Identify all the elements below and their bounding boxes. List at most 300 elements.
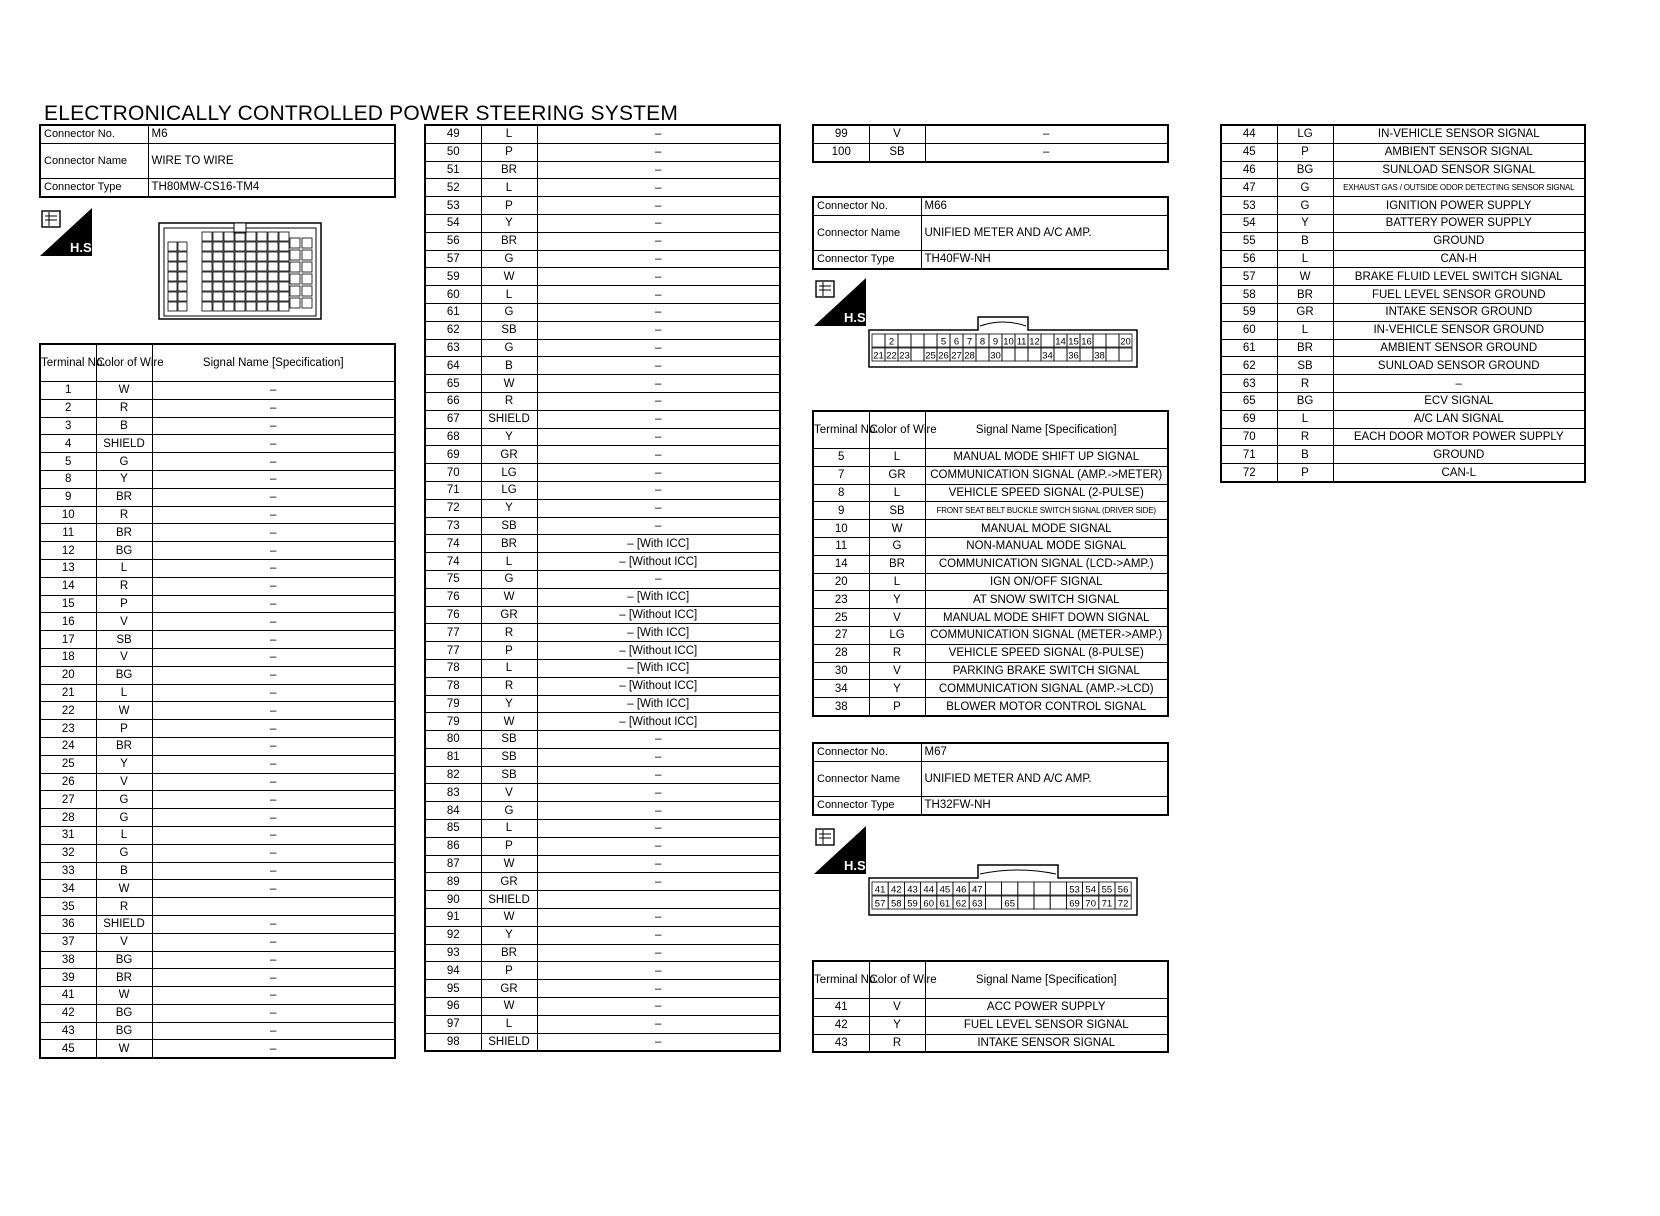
- table-row: [425, 748, 780, 766]
- pin-label: 7: [966, 336, 973, 348]
- terminal-no-header: Terminal No.: [40, 344, 96, 382]
- signal-name-cell: –: [537, 214, 780, 232]
- terminal-no-cell: 75: [425, 570, 481, 588]
- table-row: [40, 1022, 395, 1040]
- signal-name-cell: –: [537, 784, 780, 802]
- terminal-no-cell: 50: [425, 143, 481, 161]
- pin-cavity: [1106, 348, 1119, 361]
- terminal-no-cell: 24: [40, 737, 96, 755]
- signal-name-cell: –: [1333, 375, 1585, 393]
- signal-name-cell: PARKING BRAKE SWITCH SIGNAL: [925, 662, 1168, 680]
- wire-color-cell: G: [481, 570, 537, 588]
- terminal-no-cell: 78: [425, 677, 481, 695]
- pin-label: 41: [874, 884, 886, 896]
- wire-color-cell: L: [481, 286, 537, 304]
- terminal-no-cell: 63: [1221, 375, 1277, 393]
- wire-color-cell: Y: [869, 591, 925, 609]
- terminal-no-cell: 5: [813, 449, 869, 467]
- signal-name-cell: –: [152, 488, 395, 506]
- table-row: [40, 898, 395, 916]
- m67-terminal-table: [812, 960, 1169, 1053]
- signal-name-cell: –: [152, 880, 395, 898]
- wire-color-cell: BG: [96, 951, 152, 969]
- wire-color-cell: P: [481, 143, 537, 161]
- wire-color-cell: B: [96, 417, 152, 435]
- terminal-no-cell: 62: [425, 321, 481, 339]
- pin-label: 60: [923, 898, 934, 910]
- signal-name-cell: –: [537, 873, 780, 891]
- wire-color-cell: V: [96, 933, 152, 951]
- signal-name-cell: MANUAL MODE SIGNAL: [925, 520, 1168, 538]
- wire-color-cell: Y: [481, 214, 537, 232]
- table-row: [40, 1040, 395, 1058]
- table-row: [425, 143, 780, 161]
- wire-color-cell: W: [481, 375, 537, 393]
- pin-label: 42: [891, 884, 902, 896]
- pin-label: 26: [938, 350, 949, 362]
- pin-label: 53: [1069, 884, 1080, 896]
- terminal-no-cell: 35: [40, 898, 96, 916]
- signal-name-cell: A/C LAN SIGNAL: [1333, 410, 1585, 428]
- pin-label: 58: [891, 898, 902, 910]
- table-row: [813, 591, 1168, 609]
- terminal-no-cell: 55: [1221, 232, 1277, 250]
- table-row: [425, 909, 780, 927]
- pin-label: 45: [939, 884, 951, 896]
- table-row: [40, 791, 395, 809]
- table-row: [40, 577, 395, 595]
- signal-name-cell: IGN ON/OFF SIGNAL: [925, 573, 1168, 591]
- signal-name-cell: –: [537, 944, 780, 962]
- wire-color-cell: B: [1277, 446, 1333, 464]
- wire-color-cell: V: [96, 773, 152, 791]
- pin-label: 10: [1003, 336, 1014, 348]
- terminal-no-cell: 38: [813, 698, 869, 716]
- pin-cavity: [1018, 882, 1034, 895]
- m66-info-column: [812, 196, 1169, 270]
- wire-color-cell: GR: [481, 446, 537, 464]
- signal-name-cell: –: [537, 375, 780, 393]
- wire-color-cell: BR: [96, 969, 152, 987]
- terminal-no-header: Terminal No.: [813, 961, 869, 999]
- wire-color-cell: BG: [96, 666, 152, 684]
- pin-label: 14: [1055, 336, 1066, 348]
- wire-color-cell: L: [869, 573, 925, 591]
- pin-label: 2: [888, 336, 895, 348]
- wire-color-cell: L: [869, 449, 925, 467]
- wire-color-cell: SB: [481, 517, 537, 535]
- m67-terminal-column: [812, 960, 1169, 1053]
- signal-name-cell: – [Without ICC]: [537, 713, 780, 731]
- wire-color-cell: W: [96, 880, 152, 898]
- wire-color-cell: V: [869, 609, 925, 627]
- signal-name-cell: –: [152, 826, 395, 844]
- table-row: [40, 470, 395, 488]
- terminal-no-cell: 20: [813, 573, 869, 591]
- m67-info-table: [812, 742, 1169, 816]
- connector-type-label: Connector Type: [813, 796, 921, 814]
- signal-name-cell: –: [537, 321, 780, 339]
- pin-label: 54: [1085, 884, 1096, 896]
- wire-color-cell: SHIELD: [481, 410, 537, 428]
- signal-name-cell: GROUND: [1333, 446, 1585, 464]
- table-row: [1221, 179, 1585, 197]
- terminal-no-cell: 37: [40, 933, 96, 951]
- wire-color-cell: SHIELD: [481, 891, 537, 909]
- table-row: [1221, 375, 1585, 393]
- signal-name-cell: AMBIENT SENSOR SIGNAL: [1333, 143, 1585, 161]
- pin-label: 23: [899, 350, 910, 362]
- wire-color-cell: L: [481, 659, 537, 677]
- table-row: [425, 410, 780, 428]
- table-row: [40, 844, 395, 862]
- terminal-no-cell: 42: [813, 1016, 869, 1034]
- pin-label: 20: [1120, 336, 1131, 348]
- table-row: [813, 466, 1168, 484]
- wire-color-cell: W: [96, 1040, 152, 1058]
- pin-label: 15: [1068, 336, 1079, 348]
- signal-name-cell: COMMUNICATION SIGNAL (LCD->AMP.): [925, 555, 1168, 573]
- terminal-no-cell: 57: [1221, 268, 1277, 286]
- wire-color-cell: B: [1277, 232, 1333, 250]
- signal-name-cell: –: [537, 161, 780, 179]
- signal-name-cell: –: [152, 862, 395, 880]
- table-row: [40, 399, 395, 417]
- signal-name-cell: –: [152, 595, 395, 613]
- terminal-no-cell: 12: [40, 542, 96, 560]
- table-row: [40, 880, 395, 898]
- table-row: [40, 453, 395, 471]
- terminal-no-cell: 56: [425, 232, 481, 250]
- pin-label: 9: [992, 336, 999, 348]
- table-row: [1221, 339, 1585, 357]
- signal-name-cell: –: [537, 250, 780, 268]
- terminal-no-cell: 59: [1221, 303, 1277, 321]
- wire-color-cell: V: [869, 999, 925, 1017]
- terminal-no-cell: 8: [813, 484, 869, 502]
- terminal-no-cell: 14: [40, 577, 96, 595]
- pin-label: 70: [1085, 898, 1096, 910]
- pin-cavity: [1015, 348, 1028, 361]
- signal-name-cell: FRONT SEAT BELT BUCKLE SWITCH SIGNAL (DRIVER SIDE): [925, 502, 1168, 520]
- terminal-no-cell: 78: [425, 659, 481, 677]
- pin-cavity: [1002, 348, 1015, 361]
- table-row: [1221, 410, 1585, 428]
- terminal-no-cell: 8: [40, 470, 96, 488]
- wire-color-cell: BG: [1277, 161, 1333, 179]
- wire-color-cell: W: [96, 382, 152, 400]
- signal-name-cell: –: [537, 570, 780, 588]
- connector-name-value: UNIFIED METER AND A/C AMP.: [921, 215, 1168, 250]
- terminal-no-cell: 71: [425, 481, 481, 499]
- signal-name-cell: – [With ICC]: [537, 535, 780, 553]
- connector-type-value: TH40FW-NH: [921, 250, 1168, 268]
- terminal-no-cell: 53: [425, 197, 481, 215]
- terminal-no-cell: 14: [813, 555, 869, 573]
- signal-name-cell: –: [537, 855, 780, 873]
- wire-color-cell: R: [481, 677, 537, 695]
- signal-name-cell: –: [537, 962, 780, 980]
- table-row: [40, 382, 395, 400]
- signal-name-cell: –: [152, 613, 395, 631]
- signal-name-cell: –: [152, 720, 395, 738]
- terminal-no-cell: 34: [40, 880, 96, 898]
- signal-name-cell: –: [152, 702, 395, 720]
- wire-color-cell: GR: [481, 873, 537, 891]
- wire-color-cell: BR: [1277, 339, 1333, 357]
- wire-color-cell: GR: [481, 980, 537, 998]
- signal-name-cell: –: [152, 648, 395, 666]
- pin-cavity: [985, 896, 1001, 909]
- wire-color-cell: G: [481, 339, 537, 357]
- terminal-no-cell: 83: [425, 784, 481, 802]
- signal-name-header: Signal Name [Specification]: [925, 411, 1168, 449]
- signal-name-cell: CAN-H: [1333, 250, 1585, 268]
- pin-label: 5: [940, 336, 947, 348]
- signal-name-cell: –: [537, 179, 780, 197]
- signal-name-header: Signal Name [Specification]: [152, 344, 395, 382]
- terminal-no-cell: 100: [813, 143, 869, 161]
- wire-color-cell: BR: [96, 488, 152, 506]
- m67-continued-column: [1220, 124, 1586, 483]
- table-row: [813, 626, 1168, 644]
- pin-cavity: [872, 334, 885, 347]
- table-row: [40, 542, 395, 560]
- signal-name-cell: SUNLOAD SENSOR SIGNAL: [1333, 161, 1585, 179]
- signal-name-header: Signal Name [Specification]: [925, 961, 1168, 999]
- wire-color-cell: V: [869, 125, 925, 143]
- pin-label: 65: [1004, 898, 1015, 910]
- table-row: [40, 631, 395, 649]
- table-row: [813, 555, 1168, 573]
- pin-label: 12: [1029, 336, 1040, 348]
- table-row: [813, 999, 1168, 1017]
- table-row: [425, 1033, 780, 1051]
- wire-color-cell: L: [481, 820, 537, 838]
- table-row: [425, 980, 780, 998]
- terminal-no-cell: 1: [40, 382, 96, 400]
- wire-color-cell: W: [481, 909, 537, 927]
- table-row: [813, 609, 1168, 627]
- terminal-no-cell: 98: [425, 1033, 481, 1051]
- table-row: [425, 428, 780, 446]
- signal-name-cell: AT SNOW SWITCH SIGNAL: [925, 591, 1168, 609]
- wire-color-cell: BR: [481, 535, 537, 553]
- wire-color-cell: BR: [481, 944, 537, 962]
- table-row: [1221, 464, 1585, 482]
- terminal-no-cell: 5: [40, 453, 96, 471]
- connector-name-value: WIRE TO WIRE: [148, 143, 395, 178]
- table-row: [1221, 268, 1585, 286]
- terminal-no-cell: 61: [425, 303, 481, 321]
- table-row: [425, 125, 780, 143]
- wire-color-cell: P: [96, 595, 152, 613]
- table-row: [40, 684, 395, 702]
- connector-name-label: Connector Name: [813, 215, 921, 250]
- table-row: [425, 214, 780, 232]
- wire-color-cell: G: [96, 844, 152, 862]
- m66-connector-face: [868, 316, 1138, 368]
- terminal-no-cell: 39: [40, 969, 96, 987]
- signal-name-cell: IN-VEHICLE SENSOR GROUND: [1333, 321, 1585, 339]
- signal-name-cell: BLOWER MOTOR CONTROL SIGNAL: [925, 698, 1168, 716]
- wire-color-cell: GR: [1277, 303, 1333, 321]
- pin-label: 8: [979, 336, 986, 348]
- terminal-no-cell: 90: [425, 891, 481, 909]
- signal-name-cell: –: [152, 737, 395, 755]
- wire-color-cell: Y: [96, 755, 152, 773]
- wire-color-cell: V: [96, 648, 152, 666]
- wire-color-cell: G: [481, 250, 537, 268]
- terminal-no-cell: 23: [813, 591, 869, 609]
- terminal-no-cell: 76: [425, 606, 481, 624]
- pin-cavity: [1034, 896, 1050, 909]
- wire-color-cell: B: [96, 862, 152, 880]
- signal-name-cell: –: [537, 499, 780, 517]
- m6-terminal-column: [39, 343, 396, 1059]
- signal-name-cell: – [Without ICC]: [537, 553, 780, 571]
- table-row: [1221, 232, 1585, 250]
- wire-color-cell: Y: [96, 470, 152, 488]
- terminal-no-cell: 74: [425, 535, 481, 553]
- signal-name-cell: IN-VEHICLE SENSOR SIGNAL: [1333, 125, 1585, 143]
- table-row: [1221, 286, 1585, 304]
- terminal-no-cell: 2: [40, 399, 96, 417]
- pin-cavity: [924, 334, 937, 347]
- signal-name-cell: –: [152, 417, 395, 435]
- wire-color-cell: Y: [481, 695, 537, 713]
- table-row: [1221, 250, 1585, 268]
- table-row: [813, 520, 1168, 538]
- table-row: [1221, 392, 1585, 410]
- wire-color-cell: G: [1277, 179, 1333, 197]
- signal-name-cell: [152, 898, 395, 916]
- connector-name-label: Connector Name: [40, 143, 148, 178]
- wire-color-cell: R: [869, 644, 925, 662]
- signal-name-cell: –: [537, 268, 780, 286]
- signal-name-cell: –: [537, 446, 780, 464]
- connector-no-value: M6: [148, 125, 395, 143]
- signal-name-cell: –: [152, 435, 395, 453]
- pin-label: 69: [1069, 898, 1080, 910]
- table-row: [425, 446, 780, 464]
- pin-label: 56: [1117, 884, 1129, 896]
- wire-color-cell: L: [1277, 321, 1333, 339]
- wire-color-cell: P: [1277, 143, 1333, 161]
- terminal-no-cell: 79: [425, 695, 481, 713]
- table-row: [425, 606, 780, 624]
- wire-color-cell: P: [481, 837, 537, 855]
- table-row: [425, 944, 780, 962]
- connector-no-label: Connector No.: [40, 125, 148, 143]
- terminal-no-cell: 22: [40, 702, 96, 720]
- terminal-no-cell: 69: [425, 446, 481, 464]
- wire-color-cell: R: [481, 392, 537, 410]
- signal-name-cell: –: [152, 809, 395, 827]
- terminal-no-cell: 80: [425, 731, 481, 749]
- signal-name-cell: VEHICLE SPEED SIGNAL (8-PULSE): [925, 644, 1168, 662]
- table-row: [40, 1004, 395, 1022]
- terminal-no-cell: 61: [1221, 339, 1277, 357]
- table-row: [425, 339, 780, 357]
- wire-color-cell: W: [481, 588, 537, 606]
- terminal-no-cell: 11: [40, 524, 96, 542]
- wire-color-cell: SB: [481, 766, 537, 784]
- table-row: [1221, 446, 1585, 464]
- terminal-no-cell: 32: [40, 844, 96, 862]
- table-row: [425, 962, 780, 980]
- signal-name-cell: –: [152, 933, 395, 951]
- signal-name-cell: INTAKE SENSOR GROUND: [1333, 303, 1585, 321]
- terminal-no-cell: 16: [40, 613, 96, 631]
- wire-color-cell: L: [481, 553, 537, 571]
- page-title: ELECTRONICALLY CONTROLLED POWER STEERING SYSTEM: [44, 102, 679, 125]
- signal-name-cell: –: [925, 125, 1168, 143]
- terminal-no-cell: 71: [1221, 446, 1277, 464]
- signal-name-cell: –: [537, 1015, 780, 1033]
- wire-color-cell: P: [481, 962, 537, 980]
- table-row: [40, 666, 395, 684]
- terminal-no-cell: 97: [425, 1015, 481, 1033]
- terminal-no-cell: 33: [40, 862, 96, 880]
- harness-side-icon: [40, 208, 96, 256]
- signal-name-cell: COMMUNICATION SIGNAL (METER->AMP.): [925, 626, 1168, 644]
- terminal-no-cell: 87: [425, 855, 481, 873]
- wire-color-cell: W: [96, 987, 152, 1005]
- wire-color-cell: B: [481, 357, 537, 375]
- color-of-wire-header: Color of Wire: [96, 344, 152, 382]
- table-row: [813, 537, 1168, 555]
- table-row: [1221, 214, 1585, 232]
- m6-tail-column: [812, 124, 1169, 163]
- wire-color-cell: LG: [1277, 125, 1333, 143]
- terminal-no-cell: 93: [425, 944, 481, 962]
- wire-color-cell: BG: [96, 1004, 152, 1022]
- table-row: [425, 802, 780, 820]
- table-row: [425, 642, 780, 660]
- terminal-no-cell: 46: [1221, 161, 1277, 179]
- wire-color-cell: G: [96, 453, 152, 471]
- table-row: [425, 926, 780, 944]
- table-row: [425, 375, 780, 393]
- signal-name-cell: VEHICLE SPEED SIGNAL (2-PULSE): [925, 484, 1168, 502]
- pin-label: 38: [1094, 350, 1105, 362]
- terminal-no-cell: 13: [40, 559, 96, 577]
- pin-label: 16: [1081, 336, 1092, 348]
- wire-color-cell: R: [481, 624, 537, 642]
- pin-cavity: [1119, 348, 1132, 361]
- wire-color-cell: GR: [869, 466, 925, 484]
- signal-name-cell: –: [152, 631, 395, 649]
- table-row: [425, 481, 780, 499]
- table-row: [425, 517, 780, 535]
- table-row: [425, 321, 780, 339]
- signal-name-cell: – [Without ICC]: [537, 677, 780, 695]
- wire-color-cell: W: [481, 713, 537, 731]
- wire-color-cell: LG: [481, 481, 537, 499]
- terminal-no-cell: 82: [425, 766, 481, 784]
- wire-color-cell: G: [481, 802, 537, 820]
- table-row: [40, 506, 395, 524]
- wire-color-cell: L: [96, 559, 152, 577]
- signal-name-cell: –: [152, 987, 395, 1005]
- wire-color-cell: Y: [869, 1016, 925, 1034]
- terminal-no-cell: 27: [813, 626, 869, 644]
- table-row: [1221, 143, 1585, 161]
- table-row: [40, 773, 395, 791]
- pin-label: 30: [990, 350, 1001, 362]
- connector-no-label: Connector No.: [813, 197, 921, 215]
